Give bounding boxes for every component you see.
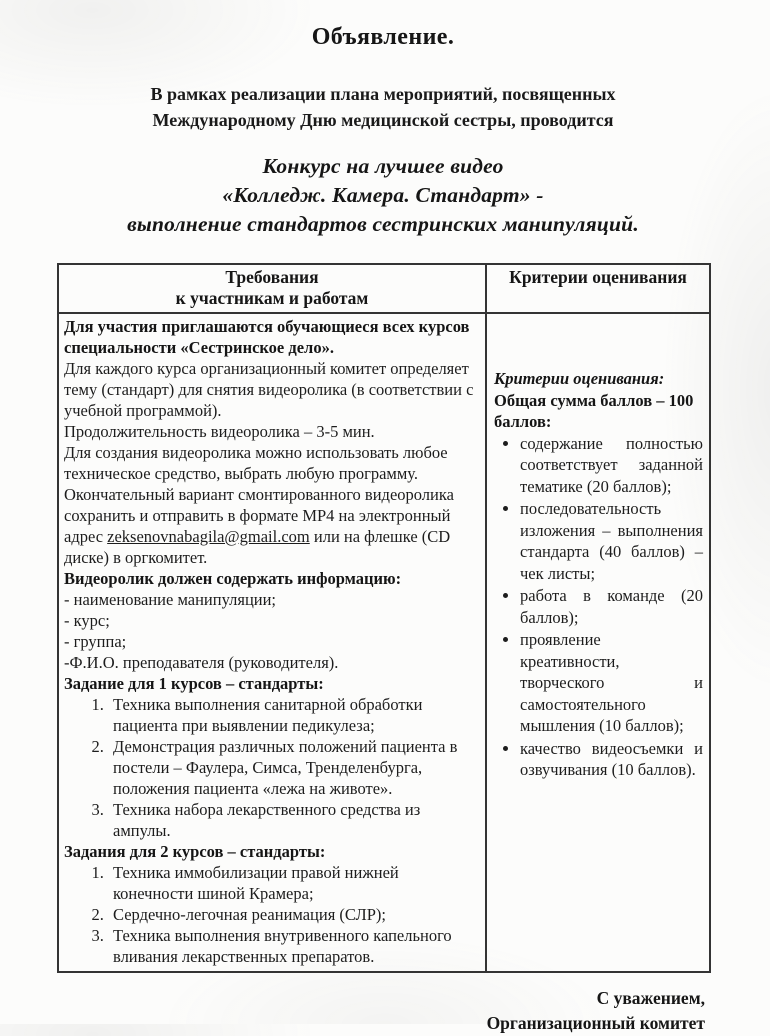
video-info-item: - курс; (64, 611, 110, 630)
paragraph-course-topic: Для каждого курса организационный комитет определяет тему (стандарт) для снятия видеоролика (в соответствии с учебной программой). (64, 359, 474, 420)
paragraph-tools: Для создания видеоролика можно использовать любое техническое средство, выбрать любую программу. (64, 443, 448, 483)
criteria-item: • качество видеосъемки и озвучивания (10 баллов). (520, 738, 703, 781)
video-info-item: - группа; (64, 632, 127, 651)
criteria-cell (486, 313, 710, 972)
submission-text-after: или на флешке (CD диске) в оргкомитет. (64, 527, 451, 567)
video-info-heading: Видеоролик должен содержать информацию: (64, 569, 402, 588)
paragraph-duration: Продолжительность видеоролика – 3-5 мин. (64, 422, 375, 441)
requirements-header-line2: к участникам и работам (175, 288, 369, 308)
signature (57, 986, 709, 1036)
course2-task-item: 2. Сердечно-легочная реанимация (СЛР); (108, 904, 479, 925)
intro-line-2: Международному Дню медицинской сестры, проводится (152, 110, 614, 130)
email-link[interactable]: zeksenovnabagila@gmail.com (107, 527, 310, 546)
criteria-item: • проявление креативности, творческого и самостоятельного мышления (10 баллов); (520, 629, 703, 737)
contest-line-1: Конкурс на лучшее видео (262, 154, 504, 178)
course2-task-list (64, 862, 479, 967)
criteria-item: • содержание полностью соответствует заданной тематике (20 баллов); (520, 433, 703, 498)
signature-line-2: Организационный комитет (486, 1013, 705, 1033)
course2-task-item: 3. Техника выполнения внутривенного капельного вливания лекарственных препаратов. (108, 925, 479, 967)
requirements-cell (58, 313, 486, 972)
criteria-list (494, 433, 703, 781)
contest-line-2: «Колледж. Камера. Стандарт» - (222, 183, 544, 207)
criteria-item: • работа в команде (20 баллов); (520, 585, 703, 628)
criteria-heading: Критерии оценивания: (494, 369, 665, 388)
submission-text-before: Окончательный вариант смонтированного видеоролика сохранить и отправить в формате MP4 на электронный адрес (64, 485, 454, 546)
course1-task-item: 2. Демонстрация различных положений пациента в постели – Фаулера, Симса, Тренделенбурга, положения пациента «лежа на животе». (108, 736, 479, 799)
intro-line-1: В рамках реализации плана мероприятий, посвященных (150, 84, 616, 104)
page-title: Объявление. (311, 24, 455, 50)
course1-task-item: 1. Техника выполнения санитарной обработки пациента при выявлении педикулеза; (108, 694, 479, 736)
criteria-header-label: Критерии оценивания (509, 267, 687, 287)
requirements-intro: Для участия приглашаются обучающиеся всех курсов специальности «Сестринское дело». (64, 317, 470, 357)
video-info-item: - наименование манипуляции; (64, 590, 277, 609)
criteria-item: • последовательность изложения – выполнения стандарта (40 баллов) – чек листы; (520, 498, 703, 584)
column-header-requirements (58, 264, 486, 313)
column-header-criteria (486, 264, 710, 313)
paragraph-submission (64, 484, 479, 568)
course1-task-item: 3. Техника набора лекарственного средства из ампулы. (108, 799, 479, 841)
course1-heading: Задание для 1 курсов – стандарты: (64, 674, 324, 693)
requirements-header-line1: Требования (225, 267, 319, 287)
criteria-total: Общая сумма баллов – 100 баллов: (494, 390, 694, 431)
signature-line-1: С уважением, (596, 988, 705, 1008)
video-info-item: -Ф.И.О. преподавателя (руководителя). (64, 653, 339, 672)
requirements-criteria-table (57, 263, 711, 973)
course2-task-item: 1. Техника иммобилизации правой нижней конечности шиной Крамера; (108, 862, 479, 904)
contest-line-3: выполнение стандартов сестринских манипуляций. (127, 212, 639, 236)
intro-paragraph (57, 81, 709, 133)
course1-task-list (64, 694, 479, 841)
course2-heading: Задания для 2 курсов – стандарты: (64, 842, 326, 861)
contest-title (57, 152, 709, 239)
